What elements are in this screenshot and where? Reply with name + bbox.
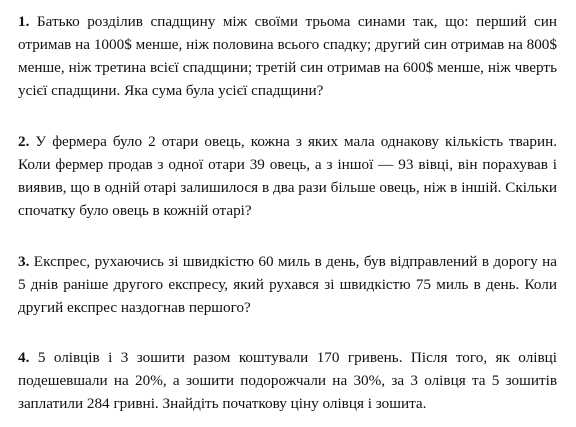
problem-2-number: 2. <box>18 133 30 150</box>
problem-4-number: 4. <box>18 349 30 366</box>
problem-4-text: 5 олівців і 3 зошити разом коштували 170 гривень. Після того, як олівці подешевшали на 20%, а зошити подорожчали на 30%, за 3 олівця та 5 зошитів заплатили 284 гривні. Знайдіть початкову ціну олівця і зошита. <box>18 349 558 412</box>
problem-2 <box>18 130 557 222</box>
problem-2-text: У фермера було 2 отари овець, кожна з яких мала однакову кількість тварин. Коли фермер продав з одної отари 39 овець, а з іншої — 93 вівці, він порахував і виявив, що в одній отарі залишилося в два рази більше овець, ніж в іншій. Скільки спочатку було овець в кожній отарі? <box>18 133 558 219</box>
problem-1-number: 1. <box>18 13 30 30</box>
problem-1-text: Батько розділив спадщину між своїми трьома синами так, що: перший син отримав на 1000$ менше, ніж половина всього спадку; другий син отримав на 800$ менше, ніж третина всієї спадщини; третій син отримав на 600$ менше, ніж чверть усієї спадщини. Яка сума була усієї спадщини? <box>18 13 557 99</box>
problem-3-number: 3. <box>18 253 30 270</box>
problem-3-text: Експрес, рухаючись зі швидкістю 60 миль в день, був відправлений в дорогу на 5 днів раніше другого експресу, який рухався зі швидкістю 75 миль в день. Коли другий експрес наздогнав першого? <box>18 253 557 316</box>
problem-3 <box>18 250 557 319</box>
problem-4 <box>18 346 557 415</box>
problem-1 <box>18 10 557 102</box>
